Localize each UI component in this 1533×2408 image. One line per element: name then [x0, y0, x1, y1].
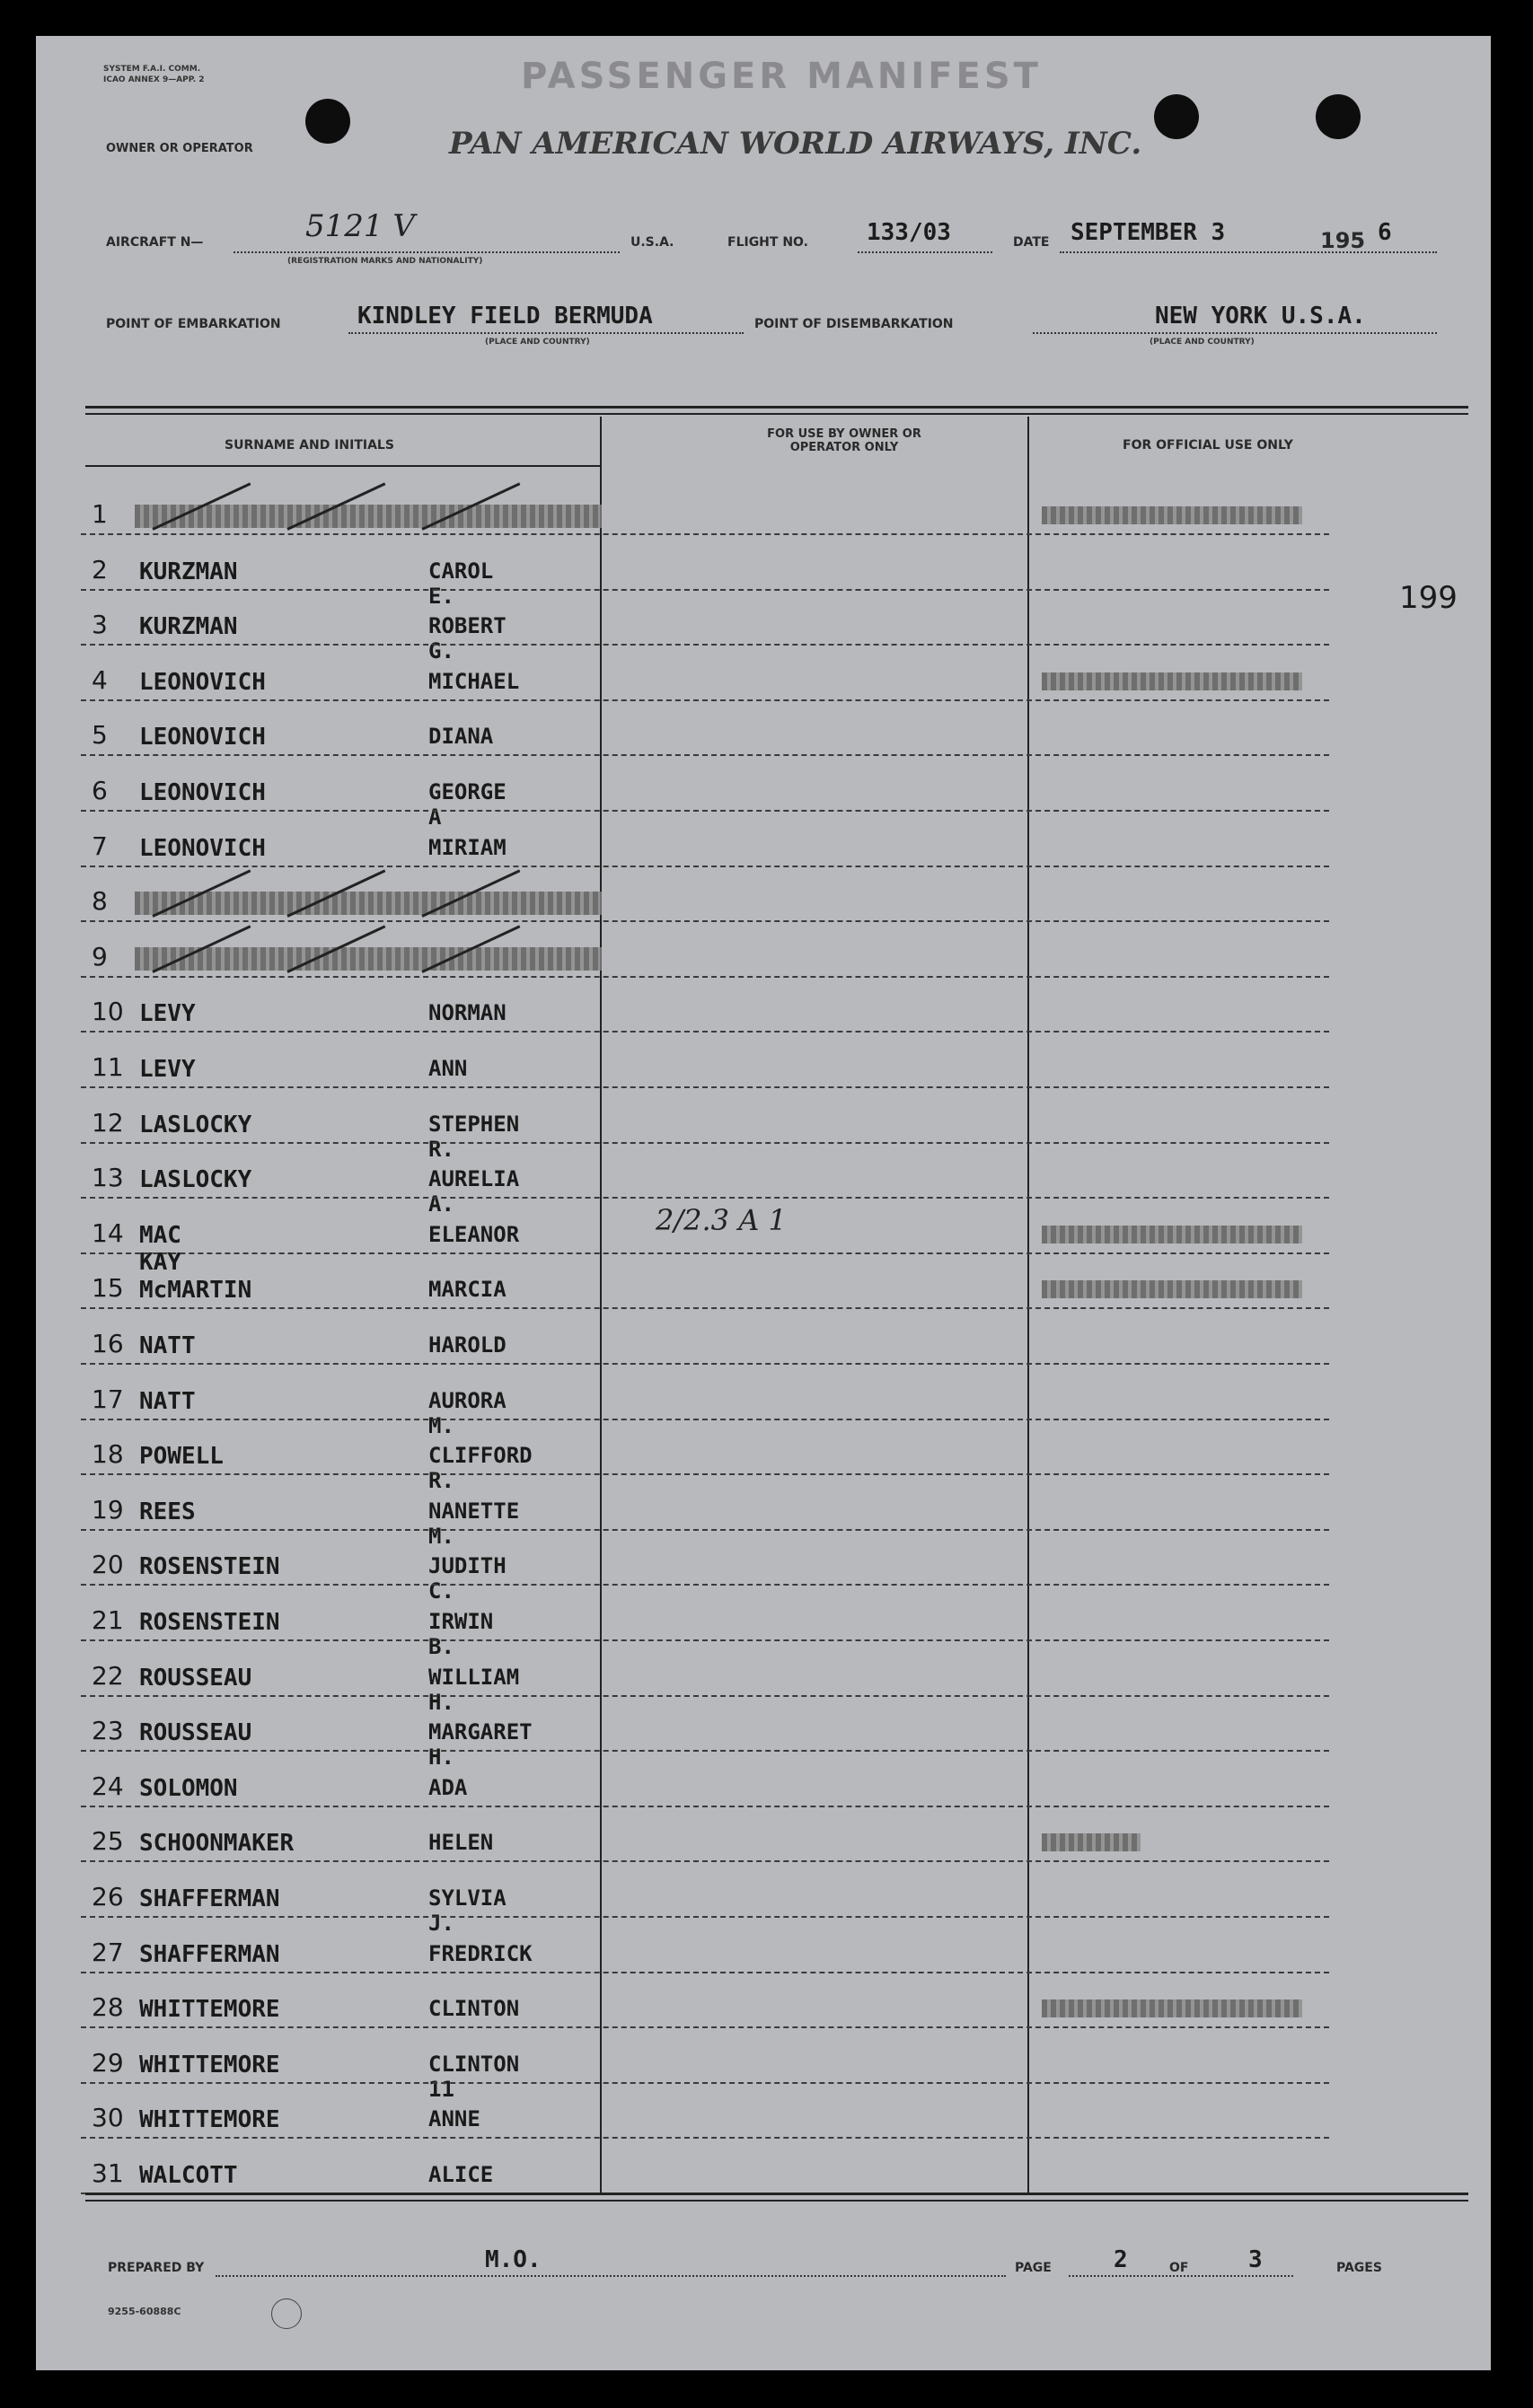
row-divider	[81, 1860, 1329, 1862]
row-divider	[81, 866, 1329, 867]
row-number: 31	[92, 2158, 124, 2188]
header-under-rule	[85, 465, 602, 467]
row-divider	[81, 1031, 1329, 1033]
row-divider	[81, 533, 1329, 535]
passenger-given-name: MARCIA	[428, 1277, 507, 1303]
row-number: 11	[92, 1052, 124, 1082]
passenger-surname: POWELL	[139, 1443, 224, 1471]
column-divider-1	[600, 417, 602, 2194]
owner-label: OWNER OR OPERATOR	[106, 142, 253, 155]
passenger-surname: LEONOVICH	[139, 668, 266, 696]
official-redaction-mark	[1042, 672, 1302, 690]
pages-label: PAGES	[1336, 2261, 1382, 2275]
passenger-surname: LEVY	[139, 1056, 196, 1083]
passenger-given-name: SYLVIA J.	[428, 1885, 507, 1936]
owner-note: 2/2.3 A 1	[656, 1203, 787, 1237]
table-top-rule	[85, 406, 1468, 409]
official-redaction-mark	[1042, 1999, 1302, 2017]
passenger-surname: KURZMAN	[139, 558, 238, 585]
row-number: 4	[92, 664, 108, 695]
row-divider	[81, 1695, 1329, 1697]
row-divider	[81, 1363, 1329, 1365]
passenger-given-name: ELEANOR	[428, 1221, 520, 1247]
passenger-surname: REES	[139, 1498, 196, 1525]
passenger-given-name: ANNE	[428, 2106, 480, 2132]
row-number: 27	[92, 1937, 124, 1967]
passenger-given-name: AURELIA A.	[428, 1166, 520, 1217]
row-divider	[81, 1419, 1329, 1420]
official-redaction-mark	[1042, 1226, 1302, 1244]
passenger-surname: SHAFFERMAN	[139, 1885, 280, 1912]
passenger-surname: ROUSSEAU	[139, 1664, 252, 1692]
passenger-given-name: STEPHEN R.	[428, 1111, 520, 1162]
row-number: 1	[92, 499, 108, 529]
row-number: 9	[92, 941, 108, 971]
regulation-line-1: SYSTEM F.A.I. COMM.	[103, 65, 201, 74]
page-value: 2	[1114, 2246, 1128, 2273]
flight-value: 133/03	[867, 219, 951, 246]
row-divider	[81, 2137, 1329, 2139]
passenger-given-name: IRWIN B.	[428, 1609, 494, 1659]
passenger-surname: LEONOVICH	[139, 779, 266, 806]
passenger-given-name: ADA	[428, 1774, 468, 1800]
passenger-surname: McMARTIN	[139, 1277, 252, 1305]
prepared-label: PREPARED BY	[108, 2261, 205, 2275]
row-number: 16	[92, 1329, 124, 1358]
row-divider	[81, 1473, 1329, 1475]
passenger-given-name: HELEN	[428, 1830, 494, 1856]
row-number: 29	[92, 2047, 124, 2078]
embark-fill-line	[348, 332, 744, 334]
row-divider	[81, 1252, 1329, 1254]
passenger-given-name: ALICE	[428, 2162, 494, 2187]
column-header-official-use: FOR OFFICIAL USE ONLY	[1123, 438, 1293, 453]
date-fill-line	[1060, 251, 1437, 253]
row-number: 15	[92, 1273, 124, 1304]
redaction-mark	[135, 947, 602, 971]
passenger-surname: NATT	[139, 1332, 196, 1359]
of-value: 3	[1248, 2246, 1263, 2273]
row-number: 3	[92, 610, 108, 640]
aircraft-label: AIRCRAFT N—	[106, 235, 204, 250]
row-divider	[81, 1972, 1329, 1973]
aircraft-sublabel: (REGISTRATION MARKS AND NATIONALITY)	[287, 257, 483, 266]
passenger-surname: LEONOVICH	[139, 834, 266, 862]
row-number: 26	[92, 1882, 124, 1911]
date-label: DATE	[1013, 235, 1050, 250]
row-number: 17	[92, 1384, 124, 1414]
passenger-surname: ROSENSTEIN	[139, 1553, 280, 1581]
regulation-line-2: ICAO ANNEX 9—APP. 2	[103, 75, 205, 84]
document-title: PASSENGER MANIFEST	[521, 56, 1042, 97]
punch-hole	[1316, 94, 1361, 139]
passenger-surname: ROSENSTEIN	[139, 1609, 280, 1636]
redaction-mark	[135, 505, 602, 528]
row-number: 28	[92, 1992, 124, 2023]
passenger-surname: WHITTEMORE	[139, 2106, 280, 2134]
page-fill-line	[1069, 2275, 1293, 2277]
row-number: 12	[92, 1107, 124, 1138]
passenger-surname: LASLOCKY	[139, 1166, 252, 1194]
year-suffix: 6	[1378, 219, 1392, 246]
disembark-value: NEW YORK U.S.A.	[1155, 303, 1366, 330]
flight-label: FLIGHT NO.	[727, 235, 808, 250]
row-number: 10	[92, 997, 124, 1027]
passenger-given-name: NORMAN	[428, 1000, 507, 1026]
owner-value: PAN AMERICAN WORLD AIRWAYS, INC.	[449, 126, 1142, 162]
row-number: 8	[92, 886, 108, 917]
of-label: OF	[1169, 2261, 1189, 2275]
row-divider	[81, 1750, 1329, 1752]
row-divider	[81, 810, 1329, 812]
passenger-surname: SHAFFERMAN	[139, 1940, 280, 1968]
page-label: PAGE	[1015, 2261, 1052, 2275]
embark-sublabel: (PLACE AND COUNTRY)	[485, 338, 590, 347]
flight-fill-line	[858, 251, 992, 253]
row-number: 7	[92, 830, 108, 861]
passenger-given-name: FREDRICK	[428, 1940, 533, 1966]
passenger-surname: ROUSSEAU	[139, 1719, 252, 1747]
row-divider	[81, 644, 1329, 646]
row-divider	[81, 1584, 1329, 1586]
passenger-given-name: WILLIAM H.	[428, 1664, 520, 1715]
column-header-owner-use: FOR USE BY OWNER OR OPERATOR ONLY	[767, 427, 921, 454]
row-number: 25	[92, 1826, 124, 1857]
disembark-label: POINT OF DISEMBARKATION	[754, 317, 954, 331]
aircraft-fill-line	[233, 251, 620, 253]
row-divider	[81, 1086, 1329, 1088]
embark-label: POINT OF EMBARKATION	[106, 317, 281, 331]
passenger-given-name: CLINTON	[428, 1996, 520, 2022]
punch-hole	[1154, 94, 1199, 139]
passenger-given-name: CLINTON 11	[428, 2051, 520, 2102]
row-divider	[81, 976, 1329, 978]
margin-number: 199	[1399, 580, 1458, 616]
year-prefix: 195	[1320, 228, 1366, 253]
passenger-given-name: JUDITH C.	[428, 1553, 507, 1604]
official-redaction-mark	[1042, 1833, 1141, 1851]
row-divider	[81, 699, 1329, 701]
passenger-given-name: MIRIAM	[428, 834, 507, 860]
row-divider	[81, 1916, 1329, 1918]
redaction-mark	[135, 892, 602, 915]
prepared-fill-line	[216, 2275, 1006, 2277]
row-divider	[81, 1307, 1329, 1309]
official-redaction-mark	[1042, 506, 1302, 524]
passenger-surname: SCHOONMAKER	[139, 1830, 295, 1858]
row-divider	[81, 1639, 1329, 1641]
row-number: 20	[92, 1550, 124, 1580]
passenger-given-name: CLIFFORD R.	[428, 1443, 533, 1494]
row-divider	[81, 1529, 1329, 1531]
row-number: 6	[92, 776, 108, 805]
row-number: 5	[92, 720, 108, 751]
passenger-given-name: DIANA	[428, 724, 494, 750]
passenger-surname: LEONOVICH	[139, 724, 266, 751]
passenger-surname: SOLOMON	[139, 1774, 238, 1802]
row-divider	[81, 2026, 1329, 2028]
row-number: 18	[92, 1439, 124, 1470]
row-number: 24	[92, 1771, 124, 1801]
passenger-surname: LEVY	[139, 1000, 196, 1028]
row-number: 30	[92, 2103, 124, 2133]
row-divider	[81, 1806, 1329, 1807]
embark-value: KINDLEY FIELD BERMUDA	[357, 303, 653, 330]
row-number: 22	[92, 1660, 124, 1691]
passenger-given-name: ROBERT G.	[428, 613, 507, 664]
row-divider	[81, 1142, 1329, 1144]
passenger-given-name: NANETTE M.	[428, 1498, 520, 1549]
aircraft-value: 5121 V	[305, 208, 415, 244]
passenger-given-name: CAROL E.	[428, 558, 494, 609]
form-code: 9255-60888C	[108, 2306, 181, 2317]
passenger-given-name: AURORA M.	[428, 1387, 507, 1438]
row-number: 14	[92, 1217, 124, 1248]
row-number: 19	[92, 1494, 124, 1525]
table-bottom-rule-2	[85, 2200, 1468, 2201]
manifest-sheet	[36, 36, 1491, 2370]
passenger-surname: LASLOCKY	[139, 1111, 252, 1138]
passenger-surname: WHITTEMORE	[139, 1996, 280, 2024]
passenger-given-name: MICHAEL	[428, 668, 520, 694]
printer-seal-icon	[271, 2298, 302, 2329]
row-divider	[81, 589, 1329, 591]
passenger-surname: NATT	[139, 1387, 196, 1415]
table-bottom-rule	[85, 2193, 1468, 2195]
passenger-given-name: HAROLD	[428, 1332, 507, 1358]
row-divider	[81, 2082, 1329, 2084]
prepared-value: M.O.	[485, 2246, 542, 2273]
official-redaction-mark	[1042, 1280, 1302, 1298]
passenger-surname: MAC KAY	[139, 1221, 181, 1276]
passenger-surname: WHITTEMORE	[139, 2051, 280, 2078]
usa-label: U.S.A.	[630, 235, 674, 250]
row-divider	[81, 754, 1329, 756]
disembark-fill-line	[1033, 332, 1437, 334]
row-number: 13	[92, 1163, 124, 1193]
passenger-given-name: GEORGE A	[428, 779, 507, 830]
disembark-sublabel: (PLACE AND COUNTRY)	[1150, 338, 1255, 347]
row-number: 2	[92, 554, 108, 584]
date-value: SEPTEMBER 3	[1070, 219, 1226, 246]
table-top-rule-2	[85, 413, 1468, 415]
passenger-given-name: ANN	[428, 1056, 468, 1081]
row-divider	[81, 1197, 1329, 1199]
row-divider	[81, 920, 1329, 922]
passenger-surname: WALCOTT	[139, 2162, 238, 2189]
row-number: 23	[92, 1716, 124, 1746]
punch-hole	[305, 99, 350, 144]
column-header-surname: SURNAME AND INITIALS	[225, 438, 394, 453]
column-divider-2	[1027, 417, 1029, 2194]
row-number: 21	[92, 1605, 124, 1635]
passenger-surname: KURZMAN	[139, 613, 238, 641]
passenger-given-name: MARGARET H.	[428, 1719, 533, 1771]
